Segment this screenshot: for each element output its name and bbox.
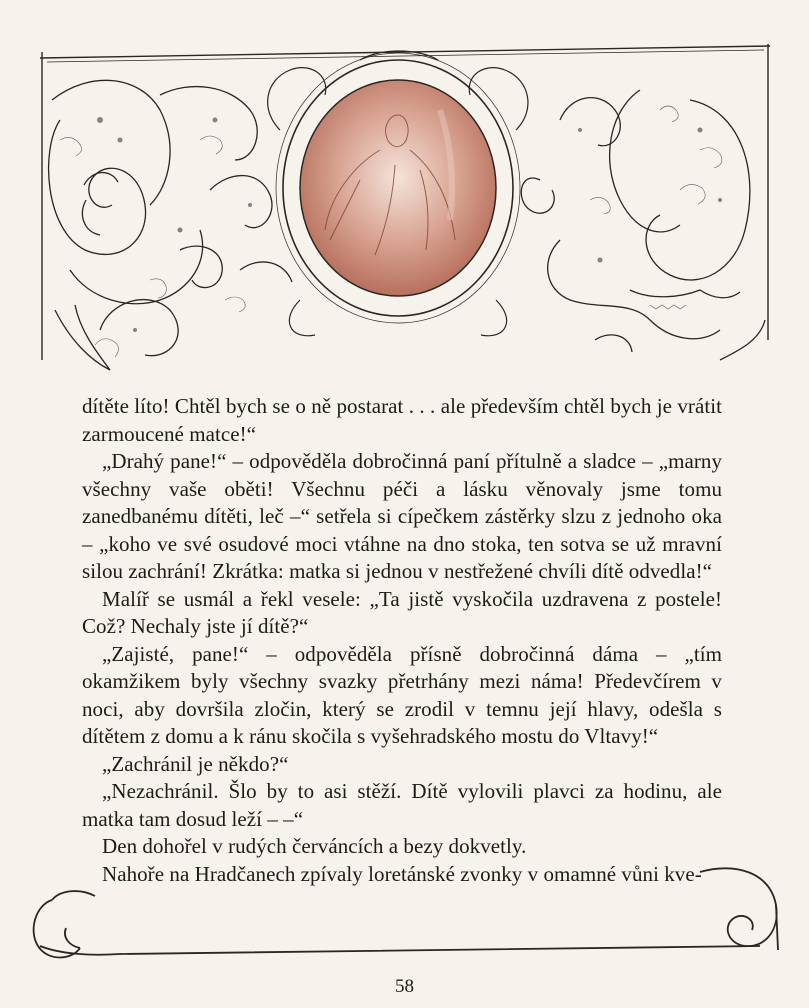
paragraph: „Drahý pane!“ – odpověděla dobročinná paní přítulně a sladce – „marny všechny vaše oběti! Všechnu péči a lásku věnovaly jsme tomu zanedbanému dítěti, leč –“ setřela si cípečkem zástěrky slzu z jednoho oka – „koho ve své osudové moci vtáhne na dno stoka, ten sotva se už mravní silou zachrání! Zkrátka: matka si jednou v nestřežené chvíli dítě odvedla!“ [82, 449, 722, 583]
paragraph: „Zajisté, pane!“ – odpověděla přísně dobročinná dáma – „tím okamžikem byly všechny svazky přetrhány mezi náma! Předevčírem v noci, aby dovršila zločin, který se zrodil v temnu její hlavy, odešla s dítětem z domu a k ránu skočila s vyšehradského mostu do Vltavy!“ [82, 641, 722, 748]
paragraph: „Nezachránil. Šlo by to asi stěží. Dítě vylovili plavci za hodinu, ale matka tam dosud leží – –“ [82, 779, 722, 831]
body-text [82, 393, 722, 888]
paragraph: Nahoře na Hradčanech zpívaly loretánské zvonky v omamné vůni kve- [102, 861, 702, 886]
paragraph: Malíř se usmál a řekl vesele: „Ta jistě vyskočila uzdravena z postele! Což? Nechaly jste jí dítě?“ [82, 586, 722, 638]
paragraph: dítěte líto! Chtěl bych se o ně postarat . . . ale především chtěl bych je vrátit zarmoucené matce!“ [82, 394, 722, 446]
paragraph: „Zachránil je někdo?“ [102, 751, 289, 776]
paragraph: Den dohořel v rudých červáncích a bezy dokvetly. [102, 834, 527, 858]
page-number: 58 [395, 976, 414, 997]
